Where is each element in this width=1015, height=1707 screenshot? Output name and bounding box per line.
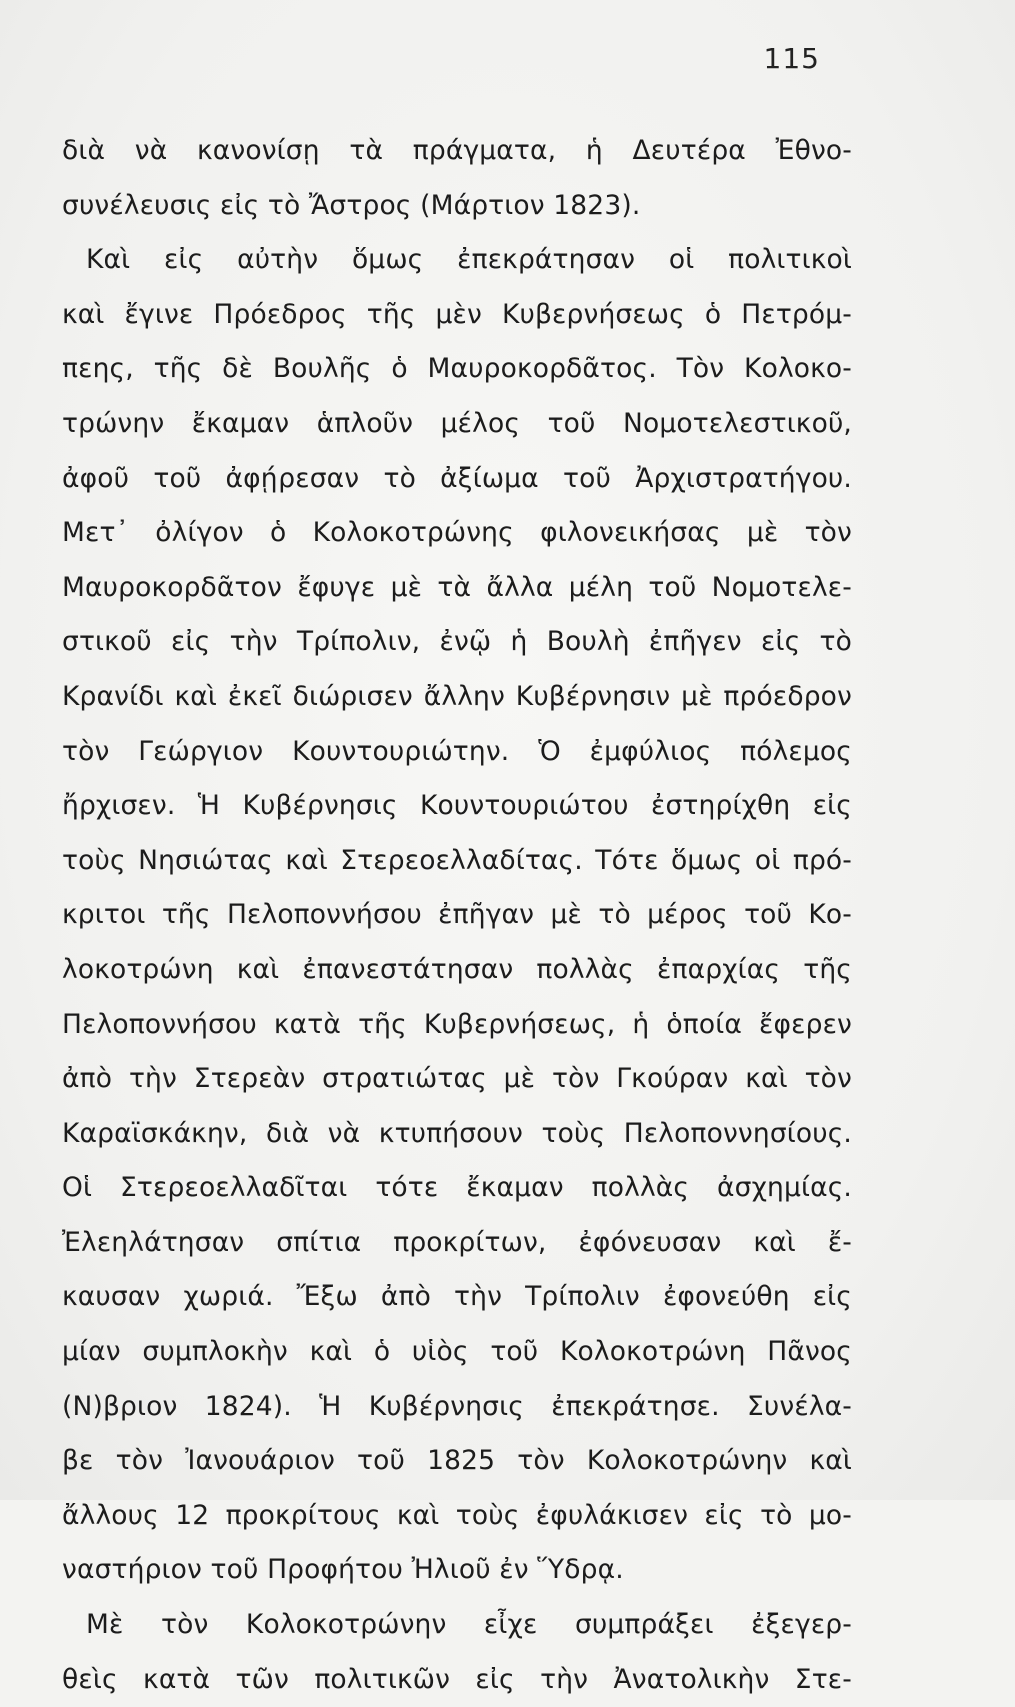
text-line: διὰ νὰ κανονίσῃ τὰ πράγματα, ἡ Δευτέρα Ἐθνο- xyxy=(62,135,852,166)
text-line: ἀφοῦ τοῦ ἀφῄρεσαν τὸ ἀξίωμα τοῦ Ἀρχιστρατήγου. xyxy=(62,462,852,494)
text-line: Ἐλεηλάτησαν σπίτια προκρίτων, ἐφόνευσαν καὶ ἔ- xyxy=(62,1226,852,1258)
body-text xyxy=(62,124,852,1707)
text-line: συνέλευσις εἰς τὸ Ἄστρος (Μάρτιον 1823). xyxy=(62,189,641,221)
text-line: λοκοτρώνη καὶ ἐπανεστάτησαν πολλὰς ἐπαρχίας τῆς xyxy=(62,953,852,985)
text-line: στικοῦ εἰς τὴν Τρίπολιν, ἐνῷ ἡ Βουλὴ ἐπῆγεν εἰς τὸ xyxy=(62,626,852,658)
text-line: Πελοποννήσου κατὰ τῆς Κυβερνήσεως, ἡ ὁποία ἔφερεν xyxy=(62,1008,852,1040)
text-line: ἄλλους 12 προκρίτους καὶ τοὺς ἐφυλάκισεν εἰς τὸ μο- xyxy=(62,1499,852,1531)
text-line: (Ν)βριον 1824). Ἡ Κυβέρνησις ἐπεκράτησε. Συνέλα- xyxy=(62,1390,852,1422)
text-line: Κρανίδι καὶ ἐκεῖ διώρισεν ἄλλην Κυβέρνησιν μὲ πρόεδρον xyxy=(62,680,852,712)
text-line: πεης, τῆς δὲ Βουλῆς ὁ Μαυροκορδᾶτος. Τὸν Κολοκο- xyxy=(62,353,852,385)
text-line: βε τὸν Ἰανουάριον τοῦ 1825 τὸν Κολοκοτρώνην καὶ xyxy=(62,1445,852,1477)
text-line: Μετ᾿ ὀλίγον ὁ Κολοκοτρώνης φιλονεικήσας μὲ τὸν xyxy=(62,517,852,549)
text-line: κριτοι τῆς Πελοποννήσου ἐπῆγαν μὲ τὸ μέρος τοῦ Κο- xyxy=(62,899,852,931)
text-line: Καραϊσκάκην, διὰ νὰ κτυπήσουν τοὺς Πελοποννησίους. xyxy=(62,1117,852,1149)
text-line: ναστήριον τοῦ Προφήτου Ἠλιοῦ ἐν Ὕδρᾳ. xyxy=(62,1554,624,1586)
text-line: Μὲ τὸν Κολοκοτρώνην εἶχε συμπράξει ἐξεγερ- xyxy=(86,1609,852,1641)
page-number: 115 xyxy=(763,42,820,75)
text-line: Μαυροκορδᾶτον ἔφυγε μὲ τὰ ἄλλα μέλη τοῦ Νομοτελε- xyxy=(62,571,852,603)
text-line: Καὶ εἰς αὐτὴν ὅμως ἐπεκράτησαν οἱ πολιτικοὶ xyxy=(86,244,852,276)
text-line: τρώνην ἔκαμαν ἁπλοῦν μέλος τοῦ Νομοτελεστικοῦ, xyxy=(62,407,852,439)
text-line: θεὶς κατὰ τῶν πολιτικῶν εἰς τὴν Ἀνατολικὴν Στε- xyxy=(62,1663,852,1695)
text-line: τοὺς Νησιώτας καὶ Στερεοελλαδίτας. Τότε ὅμως οἱ πρό- xyxy=(62,844,852,876)
text-line: καυσαν χωριά. Ἔξω ἀπὸ τὴν Τρίπολιν ἐφονεύθη εἰς xyxy=(62,1281,852,1313)
text-line: καὶ ἔγινε Πρόεδρος τῆς μὲν Κυβερνήσεως ὁ Πετρόμ- xyxy=(62,298,852,330)
text-line: τὸν Γεώργιον Κουντουριώτην. Ὁ ἐμφύλιος πόλεμος xyxy=(62,735,852,767)
text-line: ἤρχισεν. Ἡ Κυβέρνησις Κουντουριώτου ἐστηρίχθη εἰς xyxy=(62,790,852,822)
text-line: Οἱ Στερεοελλαδῖται τότε ἔκαμαν πολλὰς ἀσχημίας. xyxy=(62,1172,852,1204)
text-line: μίαν συμπλοκὴν καὶ ὁ υἱὸς τοῦ Κολοκοτρώνη Πᾶνος xyxy=(62,1336,852,1368)
text-line: ἀπὸ τὴν Στερεὰν στρατιώτας μὲ τὸν Γκούραν καὶ τὸν xyxy=(62,1063,852,1095)
